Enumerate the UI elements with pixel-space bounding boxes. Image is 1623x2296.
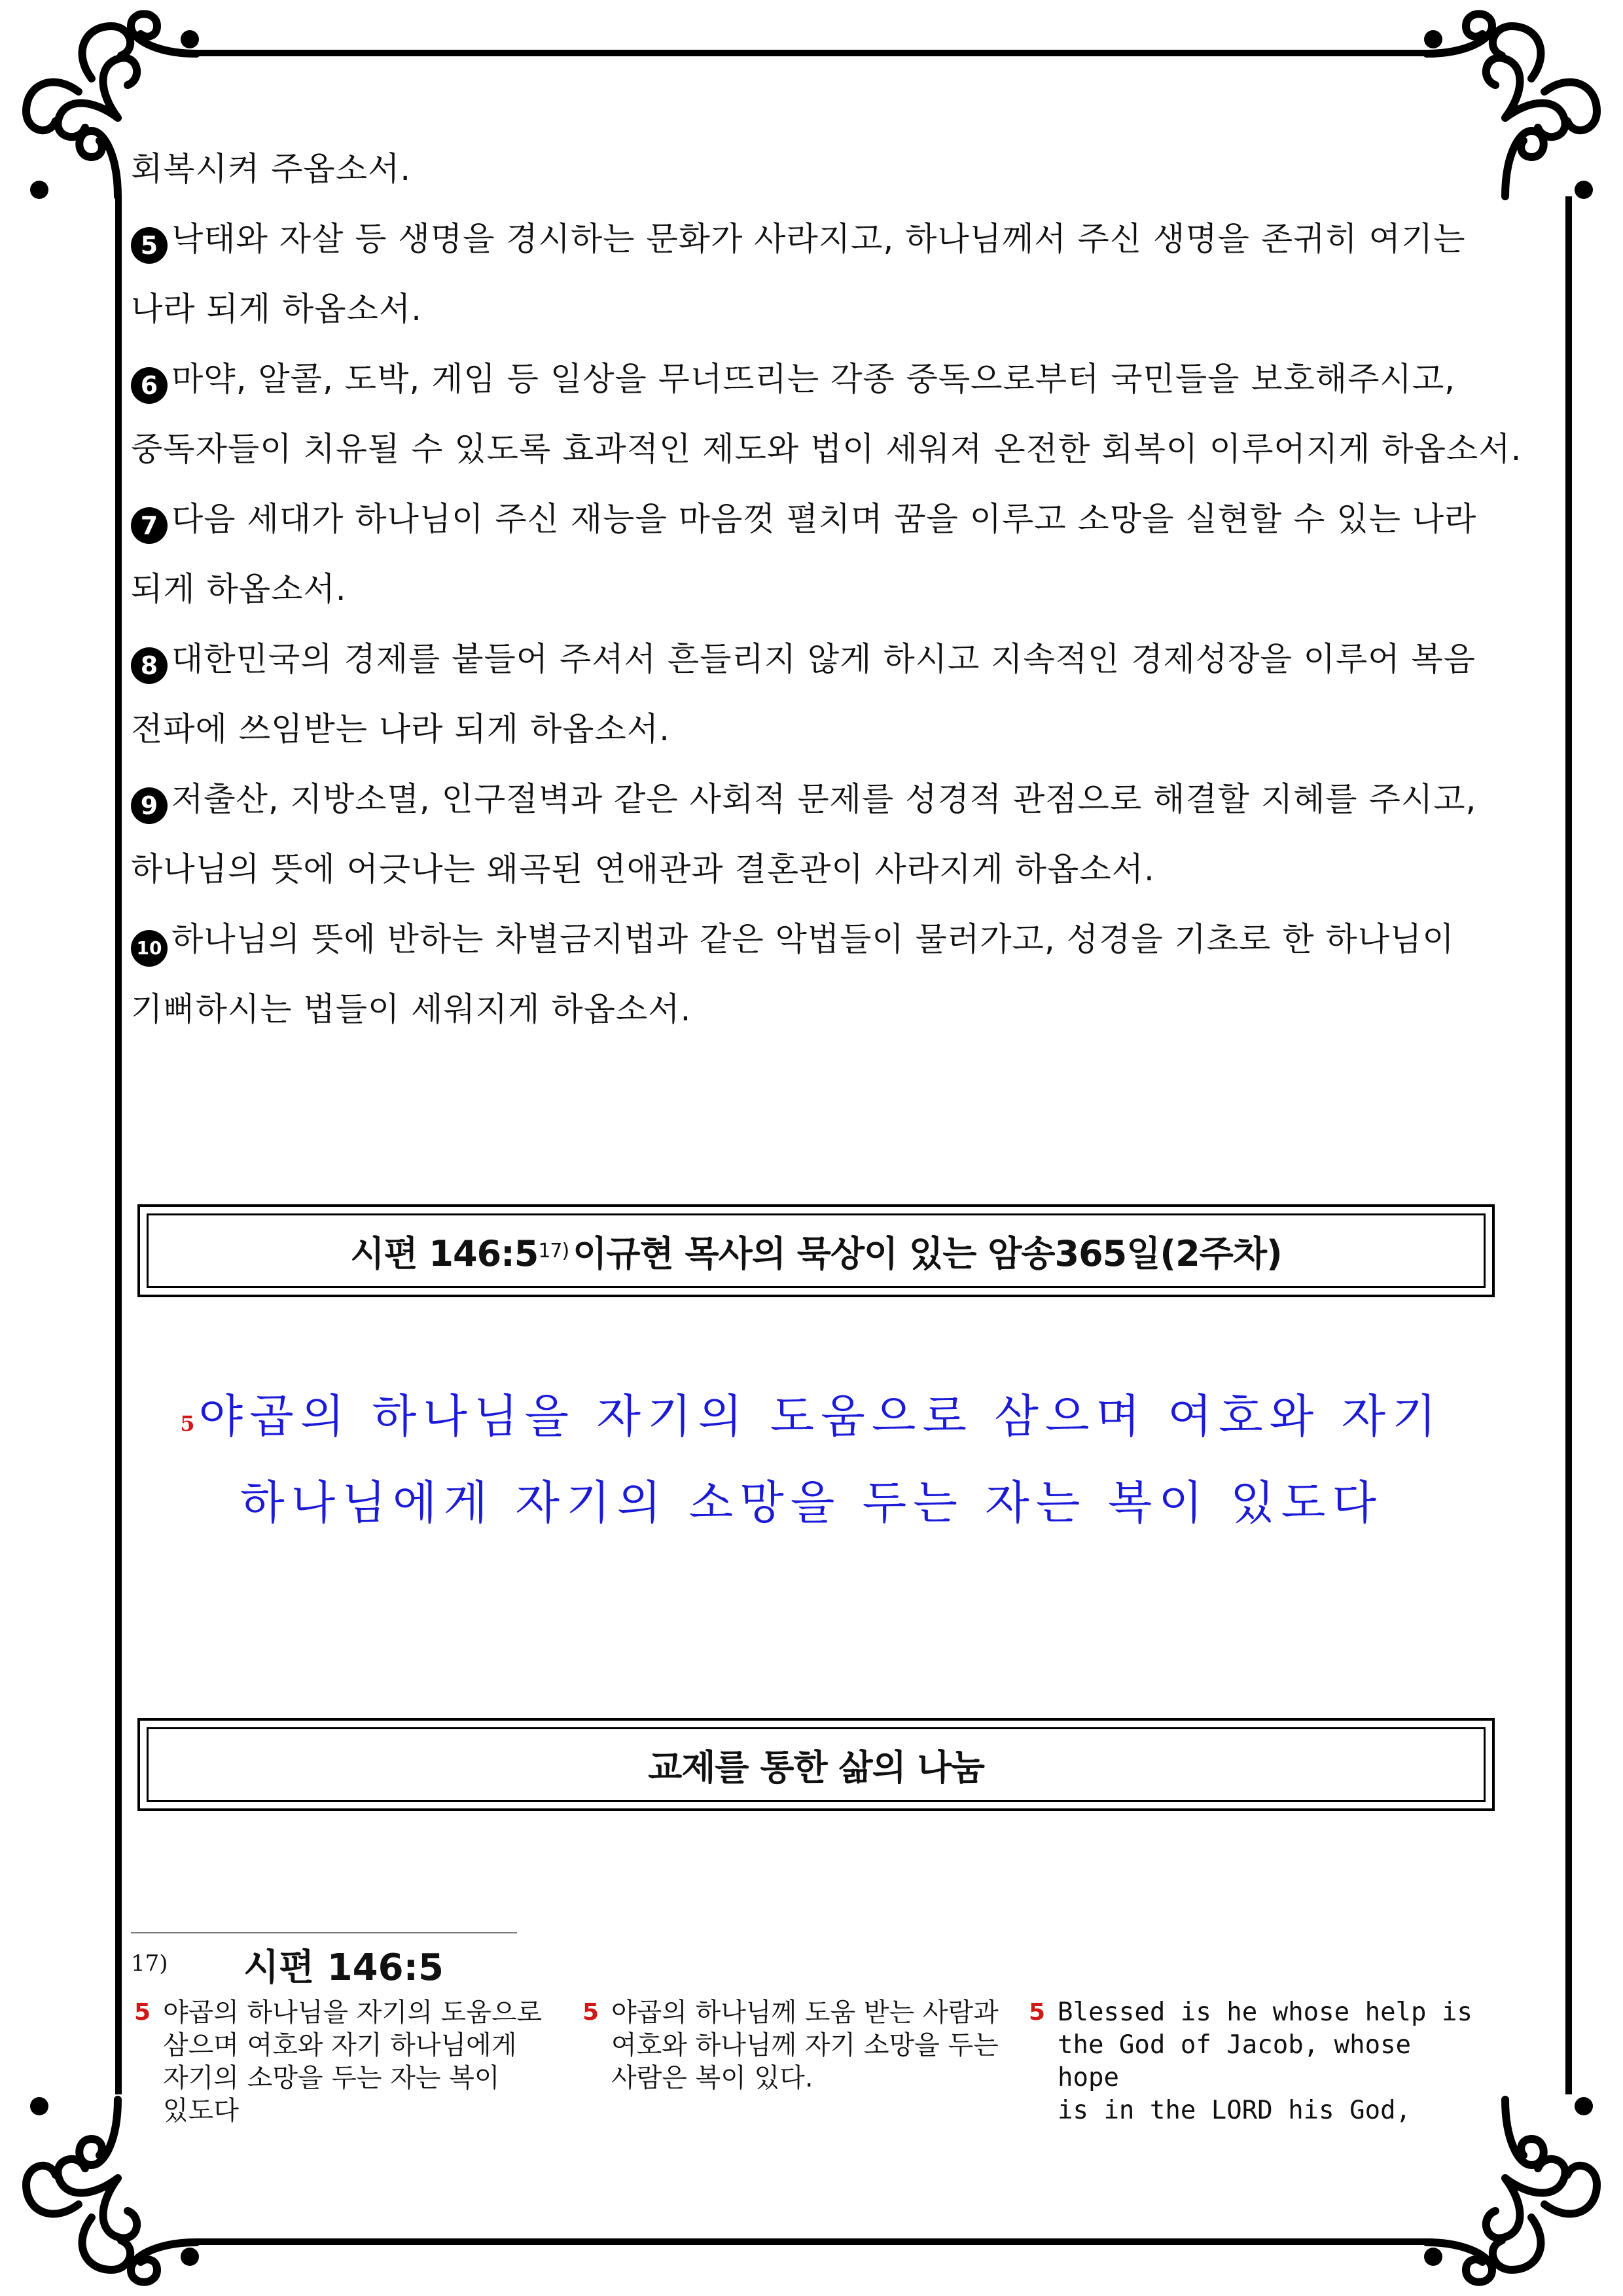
prayer-line — [131, 694, 1492, 764]
prayer-text: 나라 되게 하옵소서. — [131, 290, 423, 328]
prayer-line — [131, 484, 1492, 554]
prayer-line — [131, 764, 1492, 834]
prayer-number-badge: 9 — [131, 787, 168, 824]
prayer-text: 중독자들이 치유될 수 있도록 효과적인 제도와 법이 세워져 온전한 회복이 이루어지게 하옵소서. — [131, 430, 1522, 468]
footnote-line: 삼으며 여호와 자기 하나님에게 — [163, 2030, 517, 2060]
prayer-text: 마약, 알콜, 도박, 게임 등 일상을 무너뜨리는 각종 중독으로부터 국민들을 보호해주시고, — [171, 360, 1456, 398]
prayer-text: 낙태와 자살 등 생명을 경시하는 문화가 사라지고, 하나님께서 주신 생명을 존귀히 여기는 — [171, 220, 1466, 258]
prayer-text: 전파에 쓰임받는 나라 되게 하옵소서. — [131, 710, 670, 748]
footnote-line: is in the LORD his God, — [1058, 2096, 1412, 2125]
footnote-line: 사람은 복이 있다. — [611, 2063, 813, 2093]
footnote-verse-number: 5 — [134, 1999, 151, 2026]
title-reference: 시편 146:5 — [350, 1232, 539, 1274]
memory-verse-title — [147, 1213, 1486, 1288]
footnote-line: 야곱의 하나님께 도움 받는 사람과 — [611, 1998, 999, 2028]
prayer-text: 하나님의 뜻에 반하는 차별금지법과 같은 악법들이 물러가고, 성경을 기초로 한 하나님이 — [171, 920, 1455, 958]
footnote-col-english — [1029, 1996, 1487, 2127]
footnote-col-krv — [134, 1996, 566, 2127]
prayer-line — [131, 204, 1492, 274]
footnote-line: 자기의 소망을 두는 자는 복이 — [163, 2063, 500, 2093]
footnote-title: 시편 146:5 — [243, 1946, 444, 1989]
prayer-line — [131, 554, 1492, 624]
verse-text-1: 야곱의 하나님을 자기의 도움으로 삼으며 여호와 자기 — [198, 1390, 1443, 1443]
footnote-text — [611, 1996, 1021, 2094]
prayer-text: 되게 하옵소서. — [131, 570, 347, 608]
footnote-col-modern — [582, 1996, 1021, 2094]
frame-top-border — [196, 50, 1427, 56]
footnote-ref: 17) — [538, 1239, 569, 1263]
verse-text-2: 하나님에게 자기의 소망을 두는 자는 복이 있도다 — [240, 1476, 1383, 1530]
prayer-number-badge: 6 — [131, 367, 168, 404]
prayer-text: 다음 세대가 하나님이 주신 재능을 마음껏 펼치며 꿈을 이루고 소망을 실현할 수 있는 나라 — [171, 500, 1477, 538]
prayer-text: 회복시켜 주옵소서. — [131, 150, 412, 188]
prayer-line — [131, 975, 1492, 1045]
frame-right-border — [1565, 196, 1572, 2094]
verse-number: 5 — [180, 1411, 195, 1436]
prayer-text: 대한민국의 경제를 붙들어 주셔서 흔들리지 않게 하시고 지속적인 경제성장을 이루어 복음 — [171, 640, 1476, 678]
memory-verse-title-box — [137, 1204, 1495, 1297]
footnote-line: the God of Jacob, whose hope — [1058, 2030, 1412, 2092]
prayer-line — [131, 624, 1492, 694]
prayer-line — [131, 134, 1492, 204]
prayer-line — [131, 834, 1492, 905]
verse-line-2 — [0, 1466, 1623, 1532]
footnote-rule — [131, 1932, 517, 1933]
footnote-line: Blessed is he whose help is — [1058, 1998, 1472, 2027]
title-subtitle: 이규현 목사의 묵상이 있는 암송365일(2주차) — [573, 1232, 1282, 1274]
prayer-line — [131, 274, 1492, 344]
prayer-number-badge: 10 — [131, 930, 168, 967]
prayer-line — [131, 905, 1492, 975]
footnote-verse-number: 5 — [1029, 1999, 1046, 2026]
prayer-list — [131, 134, 1522, 1045]
verse-line-1 — [0, 1380, 1623, 1446]
sharing-title-box — [137, 1718, 1495, 1811]
prayer-number-badge: 5 — [131, 227, 168, 264]
prayer-text: 기뻐하시는 법들이 세워지게 하옵소서. — [131, 990, 692, 1028]
prayer-text: 하나님의 뜻에 어긋나는 왜곡된 연애관과 결혼관이 사라지게 하옵소서. — [131, 850, 1155, 888]
prayer-text: 저출산, 지방소멸, 인구절벽과 같은 사회적 문제를 성경적 관점으로 해결할 지혜를 주시고, — [171, 780, 1477, 818]
footnote-text — [1058, 1996, 1487, 2127]
footnote-text — [163, 1996, 566, 2127]
prayer-line — [131, 414, 1522, 484]
footnote-line: 여호와 하나님께 자기 소망을 두는 — [611, 2030, 999, 2060]
footnote-line: 있도다 — [163, 2096, 239, 2126]
frame-left-border — [115, 196, 122, 2094]
sharing-title: 교제를 통한 삶의 나눔 — [147, 1727, 1486, 1802]
footnote-verse-number: 5 — [582, 1999, 599, 2026]
footnote-line: 야곱의 하나님을 자기의 도움으로 — [163, 1998, 543, 2028]
prayer-number-badge: 7 — [131, 507, 168, 544]
footnote-number: 17) — [131, 1950, 168, 1977]
prayer-line — [131, 344, 1492, 414]
prayer-number-badge: 8 — [131, 647, 168, 684]
frame-bottom-border — [196, 2238, 1427, 2245]
